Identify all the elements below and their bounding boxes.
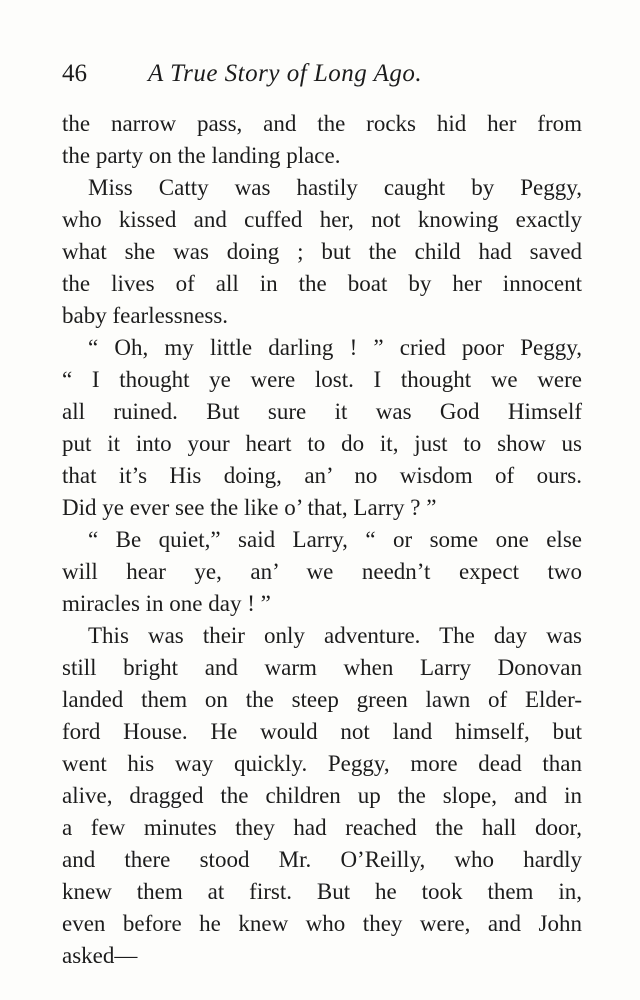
text-line: ford House. He would not land himself, but [62, 719, 582, 744]
text-line: went his way quickly. Peggy, more dead than [62, 751, 582, 776]
text-line: alive, dragged the children up the slope, and in [62, 783, 582, 808]
text-line: This was their only adventure. The day was [88, 623, 582, 648]
text-line: “ Oh, my little darling ! ” cried poor Peggy, [88, 335, 582, 360]
text-line: “ I thought ye were lost. I thought we were [62, 367, 582, 392]
running-title: A True Story of Long Ago. [148, 60, 423, 87]
text-line: baby fearlessness. [62, 303, 229, 328]
text-line: all ruined. But sure it was God Himself [62, 399, 582, 424]
text-line: the lives of all in the boat by her innocent [62, 271, 582, 296]
text-line: miracles in one day ! ” [62, 591, 271, 616]
text-line: landed them on the steep green lawn of Elder- [62, 687, 582, 712]
text-line: knew them at first. But he took them in, [62, 879, 582, 904]
text-line: “ Be quiet,” said Larry, “ or some one else [88, 527, 582, 552]
text-line: who kissed and cuffed her, not knowing exactly [62, 207, 582, 232]
text-line: put it into your heart to do it, just to show us [62, 431, 582, 456]
page-number: 46 [62, 60, 87, 87]
text-line: what she was doing ; but the child had saved [62, 239, 582, 264]
text-line: asked— [62, 943, 138, 968]
text-line: the party on the landing place. [62, 143, 341, 168]
body-text [62, 108, 582, 972]
text-line: and there stood Mr. O’Reilly, who hardly [62, 847, 582, 872]
text-line: the narrow pass, and the rocks hid her from [62, 111, 582, 136]
text-line: Did ye ever see the like o’ that, Larry ? ” [62, 495, 437, 520]
text-line: will hear ye, an’ we needn’t expect two [62, 559, 582, 584]
running-head [62, 56, 582, 92]
text-line: Miss Catty was hastily caught by Peggy, [88, 175, 582, 200]
text-line: still bright and warm when Larry Donovan [62, 655, 582, 680]
text-line: a few minutes they had reached the hall door, [62, 815, 582, 840]
text-line: that it’s His doing, an’ no wisdom of ours. [62, 463, 582, 488]
text-line: even before he knew who they were, and John [62, 911, 582, 936]
